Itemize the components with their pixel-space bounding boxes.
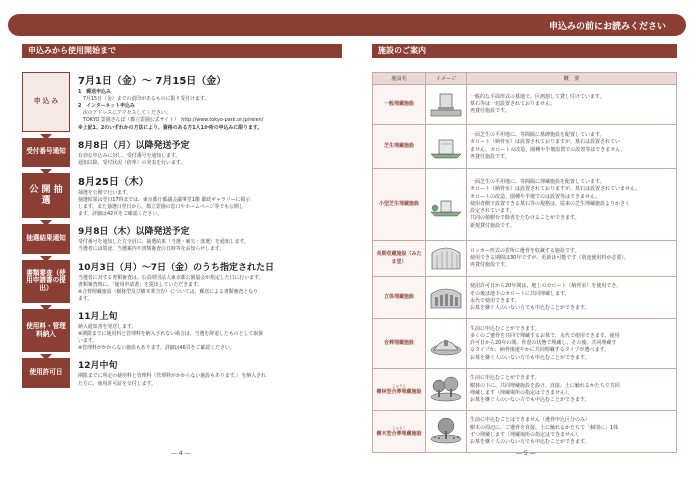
facility-desc: その後は地下のカロートに共同埋蔵します。 xyxy=(470,290,570,297)
table-row xyxy=(373,241,677,277)
left-page xyxy=(22,44,342,444)
facility-desc: 永代で使用できます。 xyxy=(470,297,520,304)
step-date: 8月8日（月）以降発送予定 xyxy=(78,140,190,151)
step-note: ※上記1、2のいずれかの方法により、資格のある方1人1か所の申込みに限ります。 xyxy=(78,124,263,131)
table-row xyxy=(373,319,677,369)
step-text: 当選者に対する書類審査は、公益財団法人東京都公園協会が指定した日に行います。 xyxy=(78,274,264,281)
step-text: 次のアドレスにアクセスしてください。 xyxy=(78,110,171,117)
step-label: 受付番号通知 xyxy=(22,138,70,167)
step-label: 申 込 み xyxy=(22,72,70,132)
step-date: 9月8日（木）以降発送予定 xyxy=(78,227,190,238)
step-text: 受付番号を通知した方全員に、抽選結果（当選・補欠・落選）を通知します。 xyxy=(78,239,249,246)
mound-icon xyxy=(429,328,463,356)
section-title-procedure: 申込みから使用開始まで xyxy=(22,44,342,58)
facility-desc: 生前に申込むことができます。 xyxy=(470,325,540,332)
facility-name: 樹林型合葬埋蔵施設 xyxy=(376,388,422,395)
right-page xyxy=(372,44,677,444)
facility-name: 一般埋蔵施設 xyxy=(373,85,426,125)
locker-hall-icon xyxy=(429,243,463,271)
lawn-grave-icon xyxy=(429,130,463,160)
step-text: 7月15日（金）までの消印があるものに限り受付けます。 xyxy=(78,96,210,103)
forest-mound-icon xyxy=(429,374,463,402)
step-text: 抽選結果は翌日17時までは、東京都庁都議会議事堂1階 都政ギャラリーに掲示 xyxy=(78,196,251,203)
facility-desc: 一般的な平面形式の墓地で、区画割して貸し付けています。 xyxy=(470,93,605,100)
facility-desc: カロートの改造、園種や半壇でのは設置等はできません。 xyxy=(470,193,601,200)
facility-desc: ません。カロートの改造、園種や半壇設置での設置等はできません。 xyxy=(470,146,626,153)
step-label: 書類審査（使用申請書の提出） xyxy=(22,260,70,303)
page-number-right: — 5 — xyxy=(516,450,536,457)
facility-desc: ずつ埋蔵します（埋蔵場所の指定はできません）。 xyxy=(470,431,583,438)
facility-desc: カロート（納骨室）は設置されておりますが、墓石は設置されてい xyxy=(470,139,621,146)
header-title: 申込みの前にお読みください xyxy=(548,22,666,32)
header-banner xyxy=(8,14,686,36)
step-date: 7月1日（金）〜 7月15日（金） xyxy=(78,76,227,87)
step-text: 2 インターネット申込み xyxy=(78,103,135,110)
step-date: 11月上旬 xyxy=(78,311,118,322)
step-date: 12月中旬 xyxy=(78,361,118,372)
step-text: 通知以降、受付状況（倍率）の発表を行います。 xyxy=(78,159,186,166)
step-text: します。また抽選日翌日から、都立霊園の窓口やホームページ等でも公開し xyxy=(78,204,244,211)
column-header: 概 要 xyxy=(467,73,677,85)
table-row xyxy=(373,369,677,411)
facility-desc: 許可日から20年の間、骨壺の状態で埋蔵し、その後、共同埋蔵す xyxy=(470,340,617,347)
facility-desc: 使用できる期間は30年ですが、更新は可能です（別途使用料が必要）。 xyxy=(470,255,629,261)
facility-desc: 埋蔵します（埋蔵場所の指定はできません）。 xyxy=(470,389,573,396)
step-text: 納入通知書を発送します。 xyxy=(78,323,137,330)
facility-desc: 再貸付施設です。 xyxy=(470,108,510,115)
step-text: 書類審査時に、「使用申請書」を提出していただきます。 xyxy=(78,281,203,288)
facility-name: 小型芝生埋蔵施設 xyxy=(373,169,426,241)
facility-table xyxy=(372,72,677,453)
step-apply xyxy=(22,72,342,132)
table-row xyxy=(373,125,677,169)
step-result-notice xyxy=(22,224,342,253)
step-public-lottery xyxy=(22,173,342,218)
facility-desc: ロッカー形式の霊所に遺骨を収蔵する施設です。 xyxy=(470,247,580,254)
page-number-left: — 4 — xyxy=(171,450,191,457)
vault-building-icon xyxy=(429,282,463,310)
step-fee-payment xyxy=(22,309,342,352)
facility-desc: るタイプか、納骨後速やかに共同埋蔵するタイプが選べます。 xyxy=(470,347,610,354)
facility-desc: お墓を継ぐ人のいない方でも申込むことができます。 xyxy=(470,354,590,361)
table-row xyxy=(373,85,677,125)
step-text: 1 郵送申込み xyxy=(78,89,111,95)
facility-desc: 生前に申込むことはできません（遺骨申込区分のみ） xyxy=(470,417,591,424)
facility-name: 立体埋蔵施設 xyxy=(373,277,426,319)
facility-desc: お墓を継ぐ人のいない方でも申込むことができます。 xyxy=(470,397,590,403)
facility-ruby: じゅりん xyxy=(392,383,406,388)
facility-desc: 新規貸付施設です。 xyxy=(470,222,515,229)
facility-desc: 生前に申込むことができます。 xyxy=(470,375,540,382)
step-receipt-notice xyxy=(22,138,342,167)
step-text: 当選者には別途、当選案内や書類審査の日時等をお知らせします。 xyxy=(78,246,225,253)
facility-desc: 再貸付施設です。 xyxy=(470,153,510,160)
facility-desc: お墓を継ぐ人のいない方でも申込むことができます。 xyxy=(470,439,590,445)
table-header-row xyxy=(373,73,677,85)
facility-desc: 一面芝生の平坦地に、等間隔に埋蔵施設を配置しています。 xyxy=(470,179,605,186)
facility-ruby: じゅもく xyxy=(392,425,406,430)
table-row xyxy=(373,277,677,319)
step-text: TOKYO 霊園さんぽ（都立霊園公式サイト） http://www.tokyo-park.or.jp/reien/ xyxy=(78,117,264,124)
facility-desc: 使用許可日から20年間は、地上のカロート（納骨室）を使用でき、 xyxy=(470,283,622,290)
step-text: ※期限までに使用料と管理料を納入されない場合は、当選を辞退したものとして取扱 xyxy=(78,331,264,338)
step-text: ます。 xyxy=(78,295,93,302)
step-text: 有効な申込みに対し、受付番号を通知します。 xyxy=(78,152,181,159)
step-text: 抽選を公開で行います。 xyxy=(78,189,132,196)
facility-desc: お墓を継ぐ人のいない方でも申込むことができます。 xyxy=(470,305,590,311)
facility-desc: カロート（納骨室）は設置されておりますが、墓石は設置されていません。 xyxy=(470,186,641,193)
gravestone-icon xyxy=(429,88,463,118)
step-text: 期限までに所定の使用料と管理料（管理料がかからない施設もあります。）を納入され xyxy=(78,373,266,380)
facility-name: 芝生埋蔵施設 xyxy=(373,125,426,169)
step-date: 10月3日（月）〜7日（金）のうち指定された日 xyxy=(78,262,275,273)
facility-desc: 設定されています。 xyxy=(470,208,515,215)
facility-desc: 一面芝生の平坦地に、等間隔に墓碑施設を配置しています。 xyxy=(470,132,605,138)
section-title-facilities: 施設のご案内 xyxy=(372,44,677,58)
step-document-review xyxy=(22,260,342,303)
step-text: います。 xyxy=(78,338,98,345)
facility-desc: 共同の植樹台で除香をたむけることができます。 xyxy=(470,215,580,222)
facility-name: 樹木型合葬埋蔵施設 xyxy=(376,430,422,437)
facility-name: 合葬埋蔵施設 xyxy=(373,319,426,369)
facility-desc: 墓石等は一切設置されておりません。 xyxy=(470,100,556,107)
table-row xyxy=(373,411,677,453)
step-text: ※合葬埋蔵施設（樹林型及び樹木葬含む）については、郵送による書類審査となり xyxy=(78,288,259,295)
step-label: 抽選結果通知 xyxy=(22,224,70,253)
facility-desc: 再貸付施設です。 xyxy=(470,262,510,269)
step-text: ます。詳細は42頁をご確認ください。 xyxy=(78,211,163,218)
facility-name: 長期収蔵施設（みたま堂） xyxy=(373,241,426,277)
column-header: イメージ xyxy=(426,73,467,85)
small-lawn-grave-icon xyxy=(429,188,463,218)
facility-desc: 多くのご遺骨を共同で埋蔵するお墓で、永代で使用できます。使用 xyxy=(470,332,620,339)
table-row xyxy=(373,169,677,241)
step-permit-date xyxy=(22,358,342,387)
facility-desc: 使用者側で設置できる墓石等の規格は、従来の芝生埋蔵施設よりかさく xyxy=(470,200,631,207)
facility-desc: 樹木の周辺に、ご遺骨を直接、土に触れるかたちで「個別に」1体 xyxy=(470,424,619,431)
step-label: 使用料・管理料納入 xyxy=(22,309,70,352)
step-label: 公 開 抽 選 xyxy=(22,173,70,218)
step-date: 8月25日（木） xyxy=(78,176,149,188)
step-text: ※管理料がかからない施設もあります。詳細は46頁をご確認ください。 xyxy=(78,345,235,352)
column-header: 施設名 xyxy=(373,73,426,85)
step-text: た方に、使用許可証を交付します。 xyxy=(78,380,156,387)
facility-desc: 樹林の下に、共同埋蔵施設を設け、直接、土に触れるかたちで共同 xyxy=(470,382,620,389)
tree-grave-icon xyxy=(429,416,463,444)
step-label: 使用許可日 xyxy=(22,358,70,387)
